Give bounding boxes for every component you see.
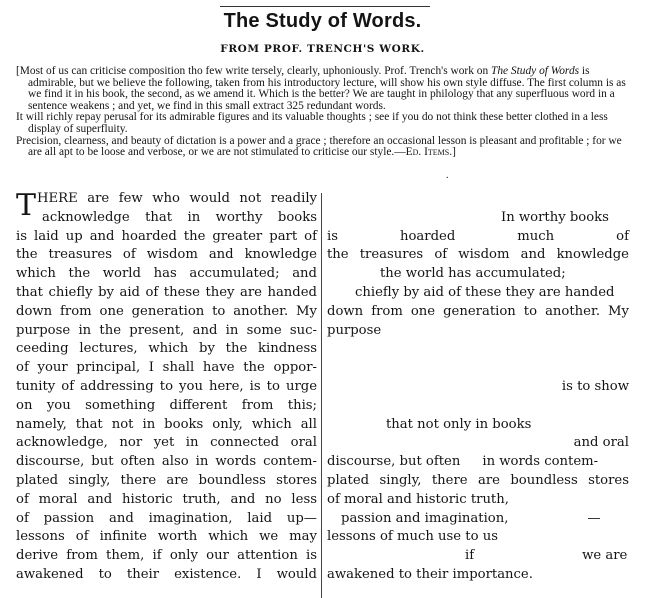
- text-line: derive from them, if only our attention is: [16, 548, 317, 564]
- intro-text: is admirable, but we believe the following, taken from his introductory lecture, will show his own style diffuse. The first column is as we find it in his book, the second, as we amend it. Which is the better? We are taught in philology that any superfluous word in a sentence weakens ; and yet, we find in this small extract 325 redundant words.: [28, 65, 626, 112]
- intro-paragraph-2: It will richly repay perusal for its admirable figures and its valuable thoughts ; see if you do not think these better clothed in a less display of superfluity.: [16, 111, 608, 135]
- line-text: in words contem-: [482, 454, 599, 470]
- stray-mark: .: [446, 170, 449, 181]
- text-line: the treasures of wisdom and knowledge: [16, 247, 317, 263]
- editor-signature: Ed. Items.: [405, 146, 453, 159]
- text-line: is laid up and hoarded the greater part of: [16, 228, 317, 244]
- text-line: of moral and historic truth, and no less: [16, 491, 317, 507]
- drop-cap: T: [16, 188, 37, 223]
- blank-line: [327, 340, 629, 359]
- text-line: tunity of addressing to you here, is to urge: [16, 378, 317, 394]
- text-line: on you something different from this;: [16, 397, 317, 413]
- text-line: [327, 228, 629, 247]
- top-rule: [220, 6, 430, 7]
- blank-line: [327, 359, 629, 378]
- text-line: plated singly, there are boundless stores: [16, 472, 317, 488]
- line-text: —: [587, 510, 601, 526]
- line-text: we are: [582, 548, 628, 564]
- text-line: purpose in the present, and in some suc-: [16, 322, 317, 338]
- book-title: The Study of Words: [491, 65, 580, 77]
- editorial-intro: [16, 65, 628, 181]
- text-line: down from one generation to another. My: [16, 303, 317, 319]
- text-line: purpose: [327, 322, 382, 338]
- text-line: discourse, but often also in words contem-: [16, 454, 317, 470]
- text-line: that not only in books: [386, 416, 532, 432]
- text-line: down from one generation to another. My: [327, 303, 629, 319]
- column-divider: [321, 193, 322, 598]
- article-title: The Study of Words.: [223, 10, 422, 32]
- text-line: of passion and imagination, laid up—: [16, 510, 317, 526]
- text-line: and oral: [573, 435, 629, 451]
- blank-line: [327, 397, 629, 416]
- intro-paragraph-1: [16, 66, 628, 112]
- text-line: acknowledge, nor yet in connected oral: [16, 435, 317, 451]
- text-line: acknowledge that in worthy books: [42, 209, 317, 225]
- text-line: the treasures of wisdom and knowledge: [327, 247, 629, 263]
- text-line: that chiefly by aid of these they are handed: [16, 284, 317, 300]
- line-text: much: [517, 228, 555, 244]
- text-line: which the world has accumulated; and: [16, 266, 317, 282]
- text-line: [327, 510, 629, 529]
- intro-text: ]: [452, 146, 456, 159]
- text-line: In worthy books: [501, 209, 609, 225]
- text-line: [327, 547, 629, 566]
- intro-text: [Most of us can criticise composition tho few write tersely, clearly, uphoniously. Prof. Trench's work on: [16, 65, 491, 77]
- line-text: is: [327, 228, 338, 244]
- line-text: HERE are few who would not readily: [37, 191, 317, 206]
- text-line: of moral and historic truth,: [327, 491, 509, 507]
- text-line: awakened to their existence. I would: [16, 566, 317, 582]
- original-text-column: [16, 190, 317, 585]
- blank-line: [327, 190, 629, 209]
- line-text: discourse, but often: [327, 454, 461, 470]
- text-line: ceeding lectures, which by the kindness: [16, 341, 317, 357]
- text-line: the world has accumulated;: [380, 266, 566, 282]
- line-text: if: [465, 548, 475, 564]
- text-line: lessons of much use to us: [327, 529, 498, 545]
- line-text: of: [616, 228, 629, 244]
- line-text: hoarded: [399, 228, 456, 244]
- text-line: awakened to their importance.: [327, 566, 533, 582]
- text-line: [327, 453, 629, 472]
- amended-text-column: [327, 190, 629, 585]
- text-line: lessons of infinite worth which we may: [16, 529, 317, 545]
- intro-paragraph-3: [16, 136, 628, 159]
- text-line: is to show: [561, 378, 629, 394]
- intro-text: Precision, clearness, and beauty of dictation is a power and a grace ; therefore an occasional lesson is pleasant and profitable ; for we are all apt to be loose and verbose, or we are not stimulated to criticise our style.—: [16, 134, 622, 159]
- text-line: chiefly by aid of these they are handed: [355, 284, 615, 300]
- line-text: passion and imagination,: [341, 510, 509, 526]
- text-line: namely, that not in books only, which all: [16, 416, 317, 432]
- article-subtitle: FROM PROF. TRENCH'S WORK.: [220, 43, 425, 55]
- text-line: plated singly, there are boundless stores: [327, 472, 629, 488]
- text-line: of your principal, I shall have the oppor-: [16, 360, 317, 376]
